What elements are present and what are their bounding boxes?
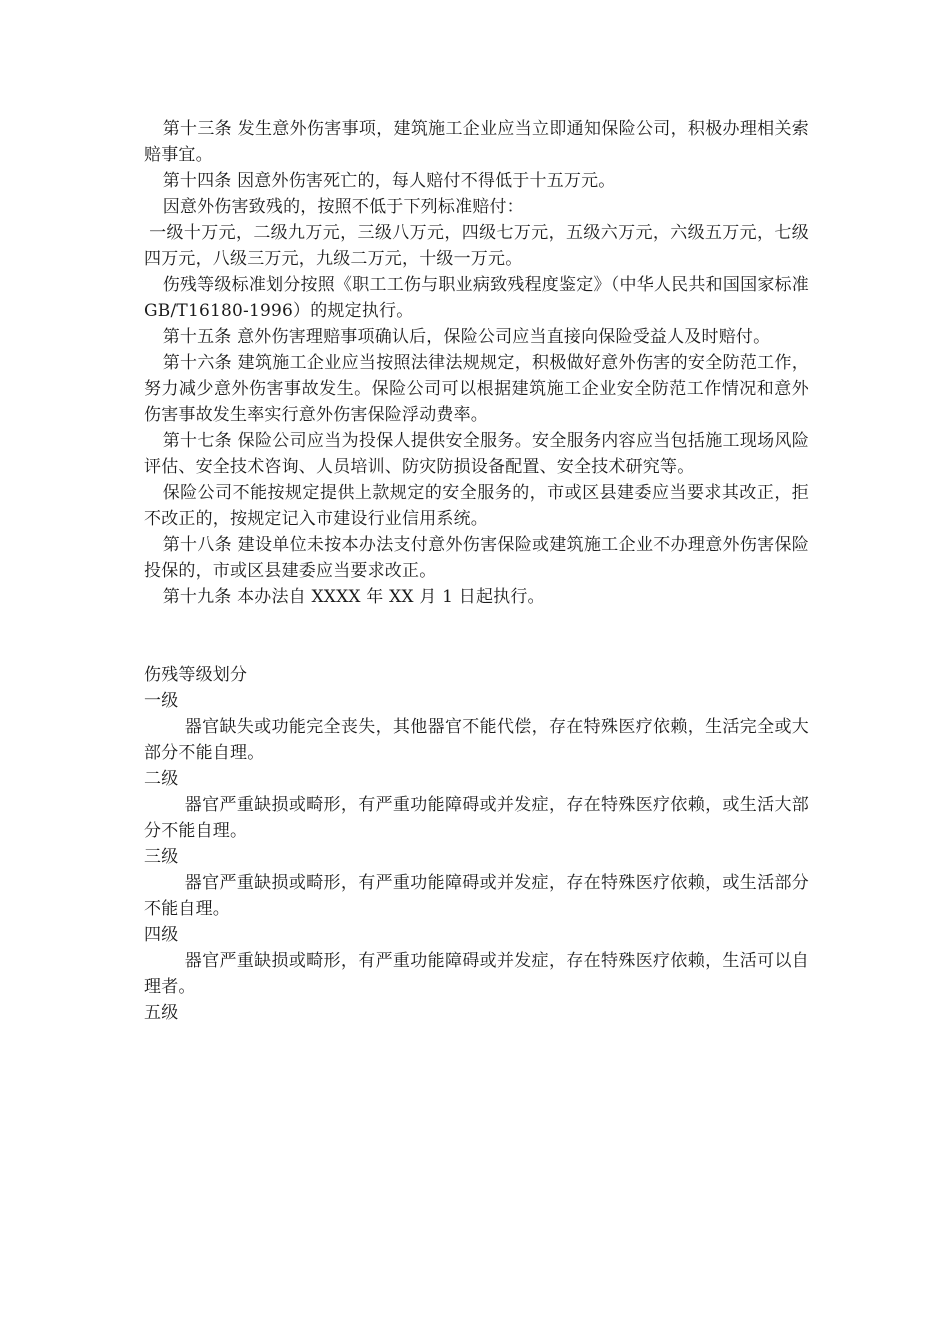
disability-level-4-title: 四级 [144,925,179,945]
article-18: 第十八条 建设单位未按本办法支付意外伤害保险或建筑施工企业不办理意外伤害保险投保的，市或区县建委应当要求改正。 [144,535,809,581]
article-17-supplement: 保险公司不能按规定提供上款规定的安全服务的，市或区县建委应当要求其改正，拒不改正的，按规定记入市建设行业信用系统。 [144,483,809,529]
disability-level-4-description: 器官严重缺损或畸形，有严重功能障碍或并发症，存在特殊医疗依赖，生活可以自理者。 [144,951,809,997]
article-15: 第十五条 意外伤害理赔事项确认后，保险公司应当直接向保险受益人及时赔付。 [162,327,771,347]
disability-section-heading: 伤残等级划分 [144,665,248,685]
document-body [144,116,809,1026]
article-17: 第十七条 保险公司应当为投保人提供安全服务。安全服务内容应当包括施工现场风险评估、安全技术咨询、人员培训、防灾防损设备配置、安全技术研究等。 [144,431,809,477]
disability-level-1-description: 器官缺失或功能完全丧失，其他器官不能代偿，存在特殊医疗依赖，生活完全或大部分不能自理。 [144,717,809,763]
disability-level-1-title: 一级 [144,691,179,711]
disability-level-3-title: 三级 [144,847,179,867]
disability-level-3-description: 器官严重缺损或畸形，有严重功能障碍或并发症，存在特殊医疗依赖，或生活部分不能自理。 [144,873,809,919]
disability-level-2-description: 器官严重缺损或畸形，有严重功能障碍或并发症，存在特殊医疗依赖，或生活大部分不能自理。 [144,795,809,841]
disability-compensation-scale: 一级十万元，二级九万元，三级八万元，四级七万元，五级六万元，六级五万元，七级四万元，八级三万元，九级二万元，十级一万元。 [144,223,809,269]
disability-level-2-title: 二级 [144,769,179,789]
article-16: 第十六条 建筑施工企业应当按照法律法规规定，积极做好意外伤害的安全防范工作，努力减少意外伤害事故发生。保险公司可以根据建筑施工企业安全防范工作情况和意外伤害事故发生率实行意外伤害保险浮动费率。 [144,353,809,425]
article-13: 第十三条 发生意外伤害事项，建筑施工企业应当立即通知保险公司，积极办理相关索赔事宜。 [144,119,809,165]
disability-standard-reference: 伤残等级标准划分按照《职工工伤与职业病致残程度鉴定》（中华人民共和国国家标准 GB/T16180-1996）的规定执行。 [144,275,809,321]
article-14: 第十四条 因意外伤害死亡的，每人赔付不得低于十五万元。 [162,171,616,191]
article-19: 第十九条 本办法自 XXXX 年 XX 月 1 日起执行。 [162,587,545,607]
section-spacer [144,610,809,662]
disability-compensation-intro: 因意外伤害致残的，按照不低于下列标准赔付： [162,197,524,217]
disability-level-5-title: 五级 [144,1003,179,1023]
